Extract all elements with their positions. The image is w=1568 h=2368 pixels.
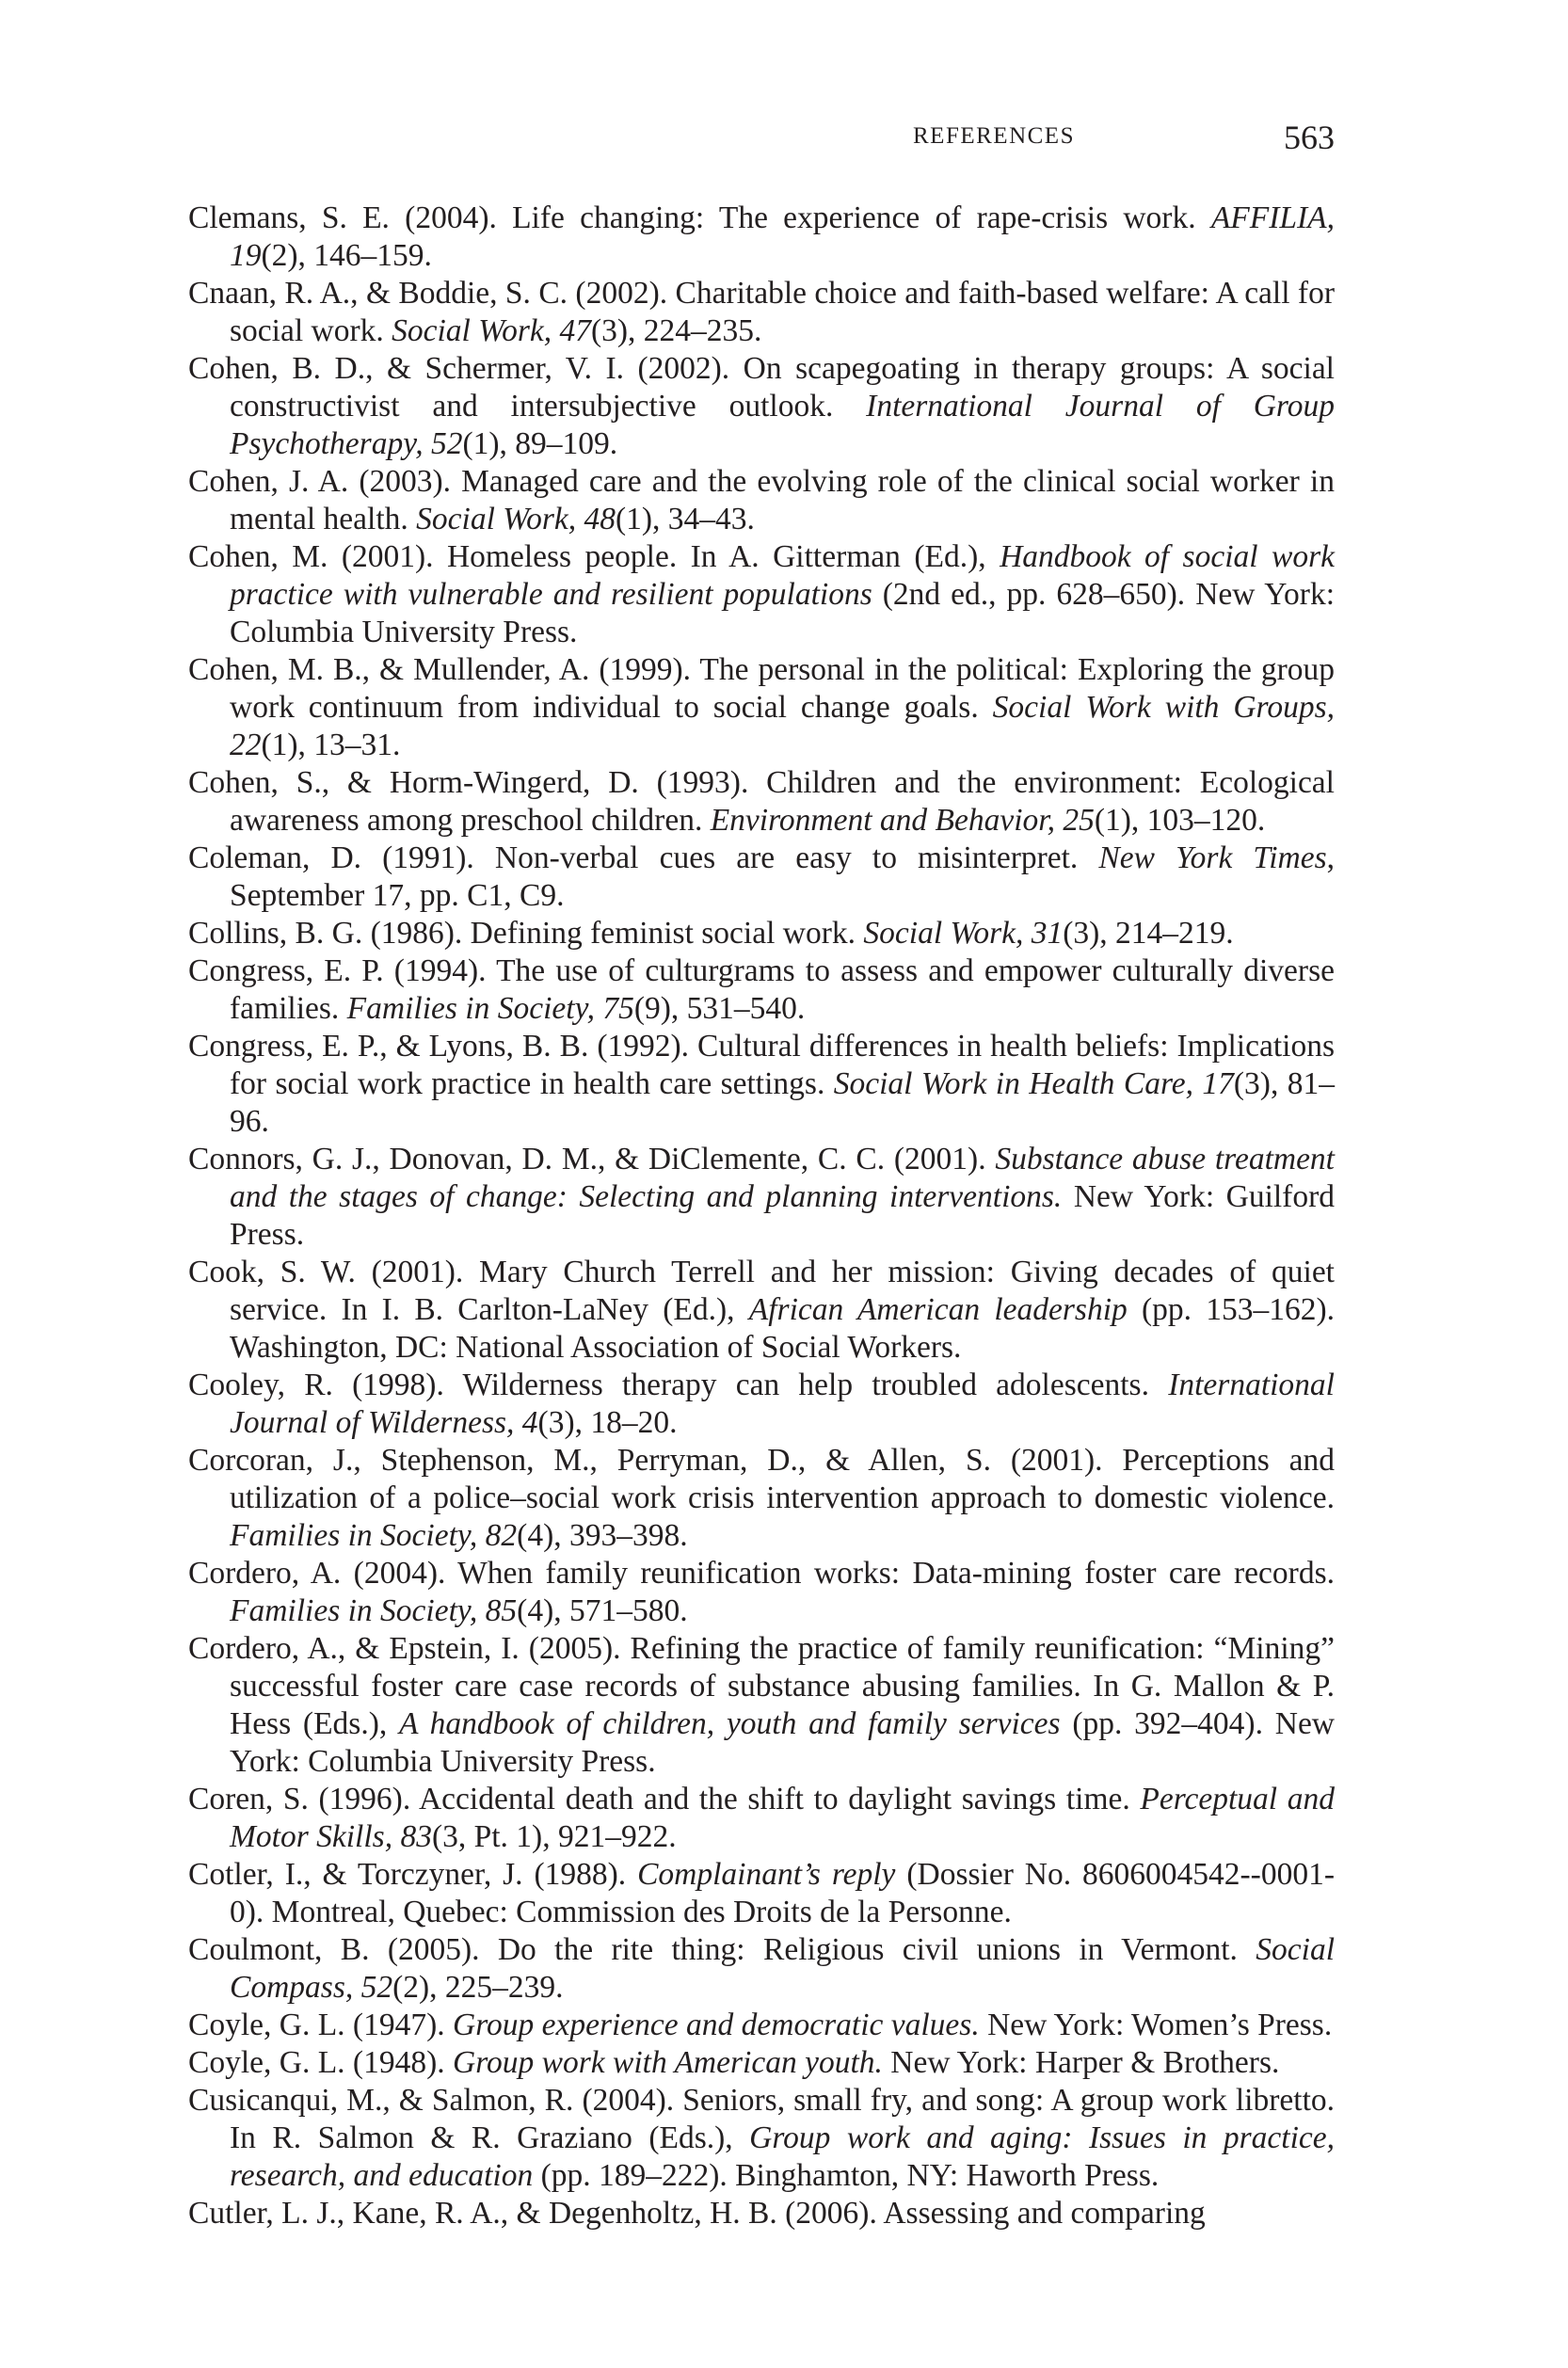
reference-title: International Journal of Wilderness, 4 (230, 1368, 1335, 1440)
reference-text: New York: Guilford Press. (230, 1179, 1335, 1252)
reference-text: (3), 81–96. (230, 1066, 1335, 1139)
reference-text: (2), 225–239. (392, 1970, 564, 2005)
reference-text: Coren, S. (1996). Accidental death and the shift to daylight savings time. (188, 1782, 1141, 1816)
reference-title: Social Work, 48 (416, 502, 616, 536)
reference-entry (188, 1367, 1335, 1442)
reference-title: Social Work, 31 (863, 916, 1064, 951)
reference-title: African American leadership (748, 1292, 1128, 1327)
reference-text: (2), 146–159. (261, 238, 432, 273)
reference-text: (3), 18–20. (537, 1405, 678, 1440)
reference-title: Social Compass, 52 (230, 1932, 1335, 2005)
reference-entry (188, 2044, 1335, 2082)
reference-text: Congress, E. P. (1994). The use of culturgrams to assess and empower culturally diverse families. (188, 953, 1335, 1026)
reference-text: (4), 393–398. (517, 1518, 688, 1553)
reference-title: Social Work with Groups, 22 (230, 690, 1336, 762)
reference-text: Connors, G. J., Donovan, D. M., & DiClemente, C. C. (2001). (188, 1142, 996, 1176)
reference-text: Clemans, S. E. (2004). Life changing: The experience of rape-crisis work. (188, 200, 1211, 235)
reference-text: Cohen, M. (2001). Homeless people. In A. Gitterman (Ed.), (188, 539, 1000, 574)
reference-text: (3, Pt. 1), 921–922. (431, 1819, 677, 1854)
reference-entry (188, 840, 1335, 915)
reference-entry (188, 1931, 1335, 2007)
reference-text: Cohen, S., & Horm-Wingerd, D. (1993). Children and the environment: Ecological awareness among preschool children. (188, 765, 1335, 838)
reference-text: (pp. 189–222). Binghamton, NY: Haworth Press. (533, 2158, 1160, 2193)
reference-entry (188, 2082, 1335, 2195)
reference-text: (1), 89–109. (462, 426, 618, 461)
reference-text: (Dossier No. 8606004542--0001-0). Montreal, Quebec: Commission des Droits de la Personne. (230, 1857, 1335, 1929)
reference-text: Coleman, D. (1991). Non-verbal cues are easy to misinterpret. (188, 840, 1099, 875)
reference-text: Cnaan, R. A., & Boddie, S. C. (2002). Charitable choice and faith-based welfare: A call for social work. (188, 276, 1335, 348)
reference-entry (188, 2007, 1335, 2044)
reference-title: New York Times (1098, 840, 1327, 875)
reference-title: AFFILIA, 19 (230, 200, 1335, 273)
reference-text: (2nd ed., pp. 628–650). New York: Columbia University Press. (230, 577, 1336, 649)
reference-entry (188, 350, 1335, 463)
reference-text: Cutler, L. J., Kane, R. A., & Degenholtz, H. B. (2006). Assessing and comparing (188, 2196, 1206, 2231)
reference-title: Group experience and democratic values. (453, 2008, 980, 2042)
reference-text: Cusicanqui, M., & Salmon, R. (2004). Seniors, small fry, and song: A group work libretto. In R. Salmon & R. Graziano (Eds.), (188, 2083, 1335, 2155)
reference-entry (188, 651, 1335, 764)
reference-title: Families in Society, 82 (230, 1518, 518, 1553)
reference-text: (pp. 392–404). New York: Columbia University Press. (230, 1706, 1335, 1779)
reference-title: Families in Society, 85 (230, 1593, 518, 1628)
reference-entry (188, 915, 1335, 952)
reference-text: Corcoran, J., Stephenson, M., Perryman, D., & Allen, S. (2001). Perceptions and utilization of a police–social work crisis intervention approach to domestic violence. (188, 1443, 1335, 1515)
reference-text: (3), 214–219. (1063, 916, 1234, 951)
reference-text: Coyle, G. L. (1948). (188, 2045, 453, 2080)
reference-text: (9), 531–540. (633, 991, 806, 1026)
reference-title: Families in Society, 75 (346, 991, 634, 1026)
reference-text: (4), 571–580. (517, 1593, 688, 1628)
reference-text: Cooley, R. (1998). Wilderness therapy can help troubled adolescents. (188, 1368, 1169, 1402)
reference-title: Perceptual and Motor Skills, 83 (230, 1782, 1335, 1854)
reference-title: Handbook of social work practice with vulnerable and resilient populations (230, 539, 1335, 612)
reference-entry (188, 1555, 1335, 1630)
reference-entry (188, 1141, 1335, 1254)
running-head (188, 118, 1335, 165)
reference-entry (188, 952, 1335, 1028)
reference-text: (pp. 153–162). Washington, DC: National Association of Social Workers. (230, 1292, 1335, 1365)
reference-text: Congress, E. P., & Lyons, B. B. (1992). Cultural differences in health beliefs: Implications for social work practice in health care settings. (188, 1029, 1335, 1101)
reference-entry (188, 764, 1335, 840)
reference-entry (188, 538, 1335, 651)
reference-title: Group work with American youth. (453, 2045, 883, 2080)
reference-text: (1), 13–31. (261, 728, 401, 762)
reference-title: Substance abuse treatment and the stages of change: Selecting and planning interventions. (230, 1142, 1335, 1214)
reference-text: New York: Harper & Brothers. (882, 2045, 1280, 2080)
reference-list (188, 200, 1335, 2232)
reference-entry (188, 200, 1335, 275)
reference-text: (1), 103–120. (1094, 803, 1266, 838)
reference-entry (188, 463, 1335, 538)
reference-title: International Journal of Group Psychotherapy, 52 (230, 389, 1335, 461)
reference-entry (188, 1856, 1335, 1931)
page-number: 563 (1284, 119, 1335, 156)
running-title: REFERENCES (913, 123, 1075, 149)
reference-entry (188, 1630, 1335, 1781)
reference-text: , September 17, pp. C1, C9. (230, 840, 1335, 913)
reference-entry (188, 275, 1335, 350)
reference-title: Social Work in Health Care, 17 (833, 1066, 1234, 1101)
reference-entry (188, 1028, 1335, 1141)
reference-title: Group work and aging: Issues in practice, research, and education (230, 2120, 1335, 2193)
reference-title: Environment and Behavior, 25 (710, 803, 1095, 838)
reference-entry (188, 2195, 1335, 2232)
reference-title: Social Work, 47 (392, 313, 591, 348)
reference-text: Cordero, A., & Epstein, I. (2005). Refining the practice of family reunification: “Mining” successful foster care case records of substance abusing families. In G. Mallon & P. Hess (Eds.), (188, 1631, 1335, 1741)
reference-entry (188, 1254, 1335, 1367)
reference-title: A handbook of children, youth and family services (399, 1706, 1061, 1741)
reference-text: New York: Women’s Press. (979, 2008, 1333, 2042)
reference-text: Cotler, I., & Torczyner, J. (1988). (188, 1857, 638, 1892)
reference-title: Complainant’s reply (637, 1857, 896, 1892)
reference-text: (3), 224–235. (590, 313, 762, 348)
reference-text: (1), 34–43. (616, 502, 755, 536)
reference-text: Coulmont, B. (2005). Do the rite thing: Religious civil unions in Vermont. (188, 1932, 1256, 1967)
reference-text: Cohen, M. B., & Mullender, A. (1999). The personal in the political: Exploring the group work continuum from individual to social change goals. (188, 652, 1335, 725)
reference-text: Collins, B. G. (1986). Defining feminist social work. (188, 916, 864, 951)
reference-entry (188, 1781, 1335, 1856)
reference-text: Cohen, J. A. (2003). Managed care and the evolving role of the clinical social worker in mental health. (188, 464, 1335, 536)
reference-text: Cook, S. W. (2001). Mary Church Terrell and her mission: Giving decades of quiet service. In I. B. Carlton-LaNey (Ed.), (188, 1255, 1335, 1327)
reference-entry (188, 1442, 1335, 1555)
reference-text: Cohen, B. D., & Schermer, V. I. (2002). On scapegoating in therapy groups: A social constructivist and intersubjective outlook. (188, 351, 1335, 424)
reference-text: Cordero, A. (2004). When family reunification works: Data-mining foster care records. (188, 1556, 1335, 1591)
reference-text: Coyle, G. L. (1947). (188, 2008, 453, 2042)
